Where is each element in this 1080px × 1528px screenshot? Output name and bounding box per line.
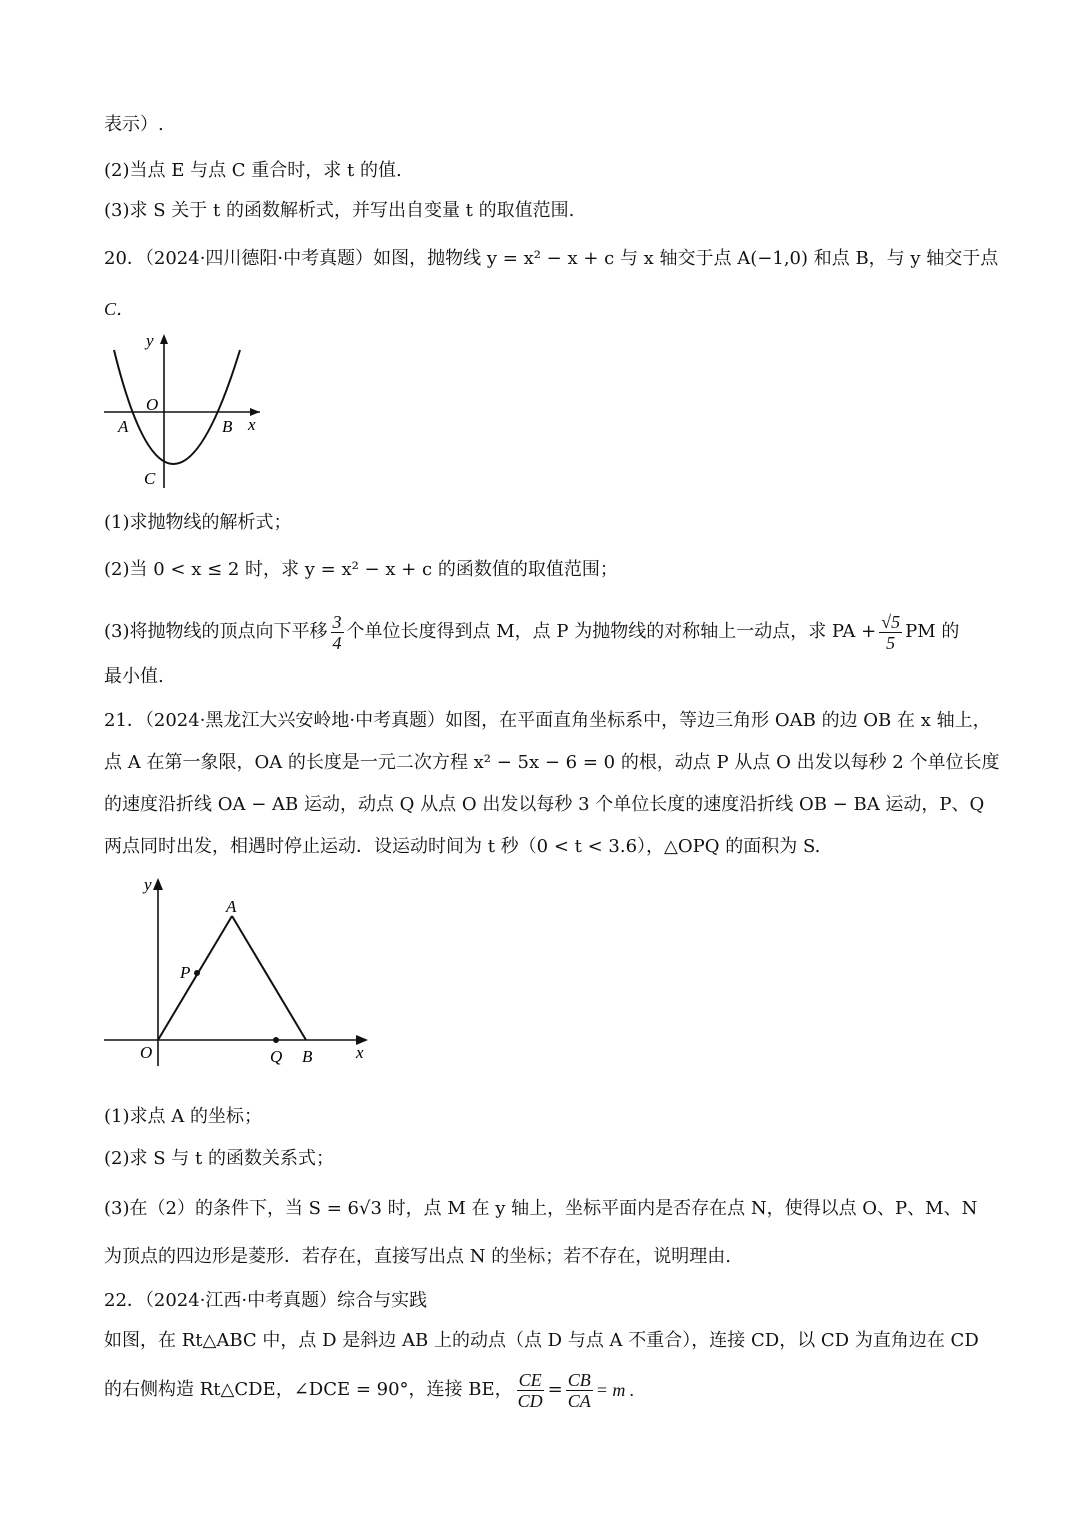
q21-point-Q [273,1037,279,1043]
q19-part-3: (3)求 S 关于 t 的函数解析式，并写出自变量 t 的取值范围. [104,200,575,221]
q20-part-1: (1)求抛物线的解析式； [104,512,292,533]
q20-label-x: x [248,415,256,434]
q22-line-3-post: = m . [595,1380,635,1400]
q20-label-C: C [144,469,156,488]
q21-label-B: B [302,1047,313,1066]
q21-label-Q: Q [270,1047,283,1066]
q20-parabola-curve [114,350,240,464]
q20-part-2: (2)当 0 < x ≤ 2 时，求 y = x² − x + c 的函数值的取值范围； [104,559,618,580]
q20-fraction-sqrt5-over-5 [879,612,902,653]
q20-label-B: B [222,417,233,436]
q22-fraction-ce-cd [516,1370,545,1411]
q22-fraction-cb-ca [566,1370,593,1411]
q21-triangle-figure [100,870,380,1070]
q20-frac2-num: √5 [881,611,901,632]
q21-side-AB [232,916,306,1040]
q20-y-axis-arrow [160,334,168,344]
q21-part-1: (1)求点 A 的坐标； [104,1106,262,1127]
q22-line-2: 如图，在 Rt△ABC 中，点 D 是斜边 AB 上的动点（点 D 与点 A 不重合），连接 CD，以 CD 为直角边在 CD [104,1330,979,1351]
q21-part-2: (2)求 S 与 t 的函数关系式； [104,1148,334,1169]
q20-label-A: A [118,417,129,436]
q21-label-P: P [180,963,191,982]
q19-part-2: (2)当点 E 与点 C 重合时，求 t 的值. [104,160,402,181]
q19-line-1: 表示）. [104,114,164,135]
q20-fraction-three-quarters [331,612,344,653]
q22-line-3-pre: 的右侧构造 Rt△CDE，∠DCE = 90°，连接 BE， [104,1379,513,1400]
q21-label-O: O [140,1043,153,1062]
q22-f1-den: CD [517,1390,543,1411]
q21-part-3-line-2: 为顶点的四边形是菱形．若存在，直接写出点 N 的坐标；若不存在，说明理由. [104,1246,731,1267]
q20-frac-num: 3 [332,611,342,632]
q20-frac-den: 4 [332,632,342,653]
q21-label-x: x [356,1043,364,1062]
q21-line-2: 点 A 在第一象限，OA 的长度是一元二次方程 x² − 5x − 6 = 0 的根，动点 P 从点 O 出发以每秒 2 个单位长度 [104,752,1000,773]
q21-y-axis-arrow [153,878,163,890]
q20-part-3-post: PM 的 [905,621,960,642]
q21-line-3: 的速度沿折线 OA − AB 运动，动点 Q 从点 O 出发以每秒 3 个单位长度的速度沿折线 OB − BA 运动，P、Q [104,794,985,815]
q20-part-3-pre: (3)将抛物线的顶点向下平移 [104,621,328,642]
q22-line-3 [104,1368,634,1412]
q22-f2-num: CB [567,1369,591,1390]
q20-frac2-den: 5 [886,632,896,653]
q22-equals: = [547,1379,563,1400]
q22-line-1: 22．（2024·江西·中考真题）综合与实践 [104,1290,428,1311]
q21-part-3-line-1: (3)在（2）的条件下，当 S = 6√3 时，点 M 在 y 轴上，坐标平面内是否存在点 N，使得以点 O、P、M、N [104,1198,978,1219]
q20-part-3-mid: 个单位长度得到点 M，点 P 为抛物线的对称轴上一动点，求 PA + [346,621,877,642]
q20-part-3-end: 最小值. [104,666,164,687]
q21-line-1: 21．（2024·黑龙江大兴安岭地·中考真题）如图，在平面直角坐标系中，等边三角形 OAB 的边 OB 在 x 轴上， [104,710,991,731]
q21-point-P [194,970,200,976]
q22-f1-num: CE [518,1369,542,1390]
q20-intro-line-2: C． [104,299,135,319]
q20-parabola-figure [100,328,270,498]
q20-label-y: y [146,331,154,350]
q22-f2-den: CA [567,1390,591,1411]
q21-label-y: y [144,875,152,894]
q20-label-O: O [146,395,159,414]
q21-side-OA [158,916,232,1040]
q21-line-4: 两点同时出发，相遇时停止运动．设运动时间为 t 秒（0 < t < 3.6），△OPQ 的面积为 S. [104,836,821,857]
q20-intro-line-1: 20．（2024·四川德阳·中考真题）如图，抛物线 y = x² − x + c 与 x 轴交于点 A(−1,0) 和点 B，与 y 轴交于点 [104,248,999,269]
q21-label-A: A [226,897,237,916]
q20-part-3 [104,610,959,654]
